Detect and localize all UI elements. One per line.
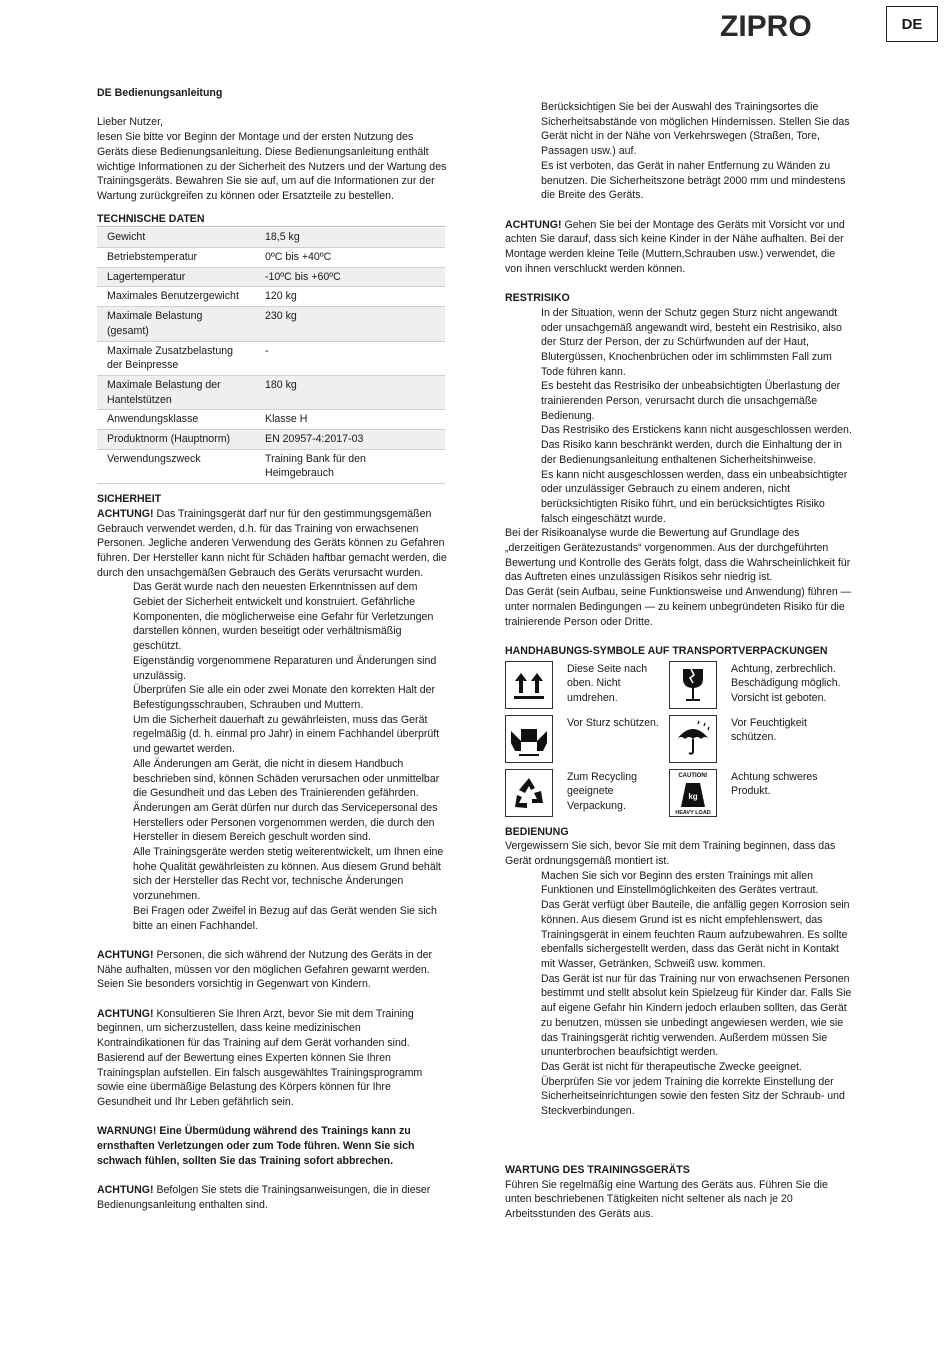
list-item: Alle Trainingsgeräte werden stetig weiterentwickelt, um Ihnen eine hohe Qualität gewährleisten zu können. Aus diesem Grund behält sich der Hersteller das Recht vor, technische Änderungen vorzunehmen. <box>133 846 444 903</box>
table-key: Produktnorm (Hauptnorm) <box>97 430 255 450</box>
list-item: Es kann nicht ausgeschlossen werden, dass ein unbeabsichtigter oder unzulässiger Gebrauch zu einem anderen, nicht berücksichtigten Risiko führt, und ein berücksichtigtes Risiko falsch eingeschätzt wurde. <box>541 468 848 525</box>
manual-title: DE Bedienungsanleitung <box>97 87 223 99</box>
risk-analysis-text: Bei der Risikoanalyse wurde die Bewertung auf Grundlage des „derzeitigen Gerätezustands“ vorgenommen. Aus der durchgeführten Bewertung und Kontrolle des Geräts folgt, dass die Wahrscheinlichkeit für das Auftreten eines unzulässigen Risikos sehr niedrig ist. <box>505 527 851 584</box>
achtung-label: ACHTUNG! <box>97 948 154 961</box>
warning-text: Befolgen Sie stets die Trainingsanweisungen, die in dieser Bedienungsanleitung enthalten sind. <box>97 1184 431 1211</box>
safety-paragraph <box>97 507 447 581</box>
risk-heading: RESTRISIKO <box>505 292 570 305</box>
zipro-logo <box>720 10 852 40</box>
symbol-item <box>505 769 669 817</box>
table-key: Maximale Belastung (gesamt) <box>97 307 255 341</box>
symbol-label: Achtung, zerbrechlich. Beschädigung möglich. Vorsicht ist geboten. <box>731 662 841 705</box>
intro-text: lesen Sie bitte vor Beginn der Montage und der ersten Nutzung des Geräts diese Bedienungsanleitung. Diese Bedienungsanleitung enthält wichtige Informationen zu der Sicherheit des Nutzers und der Wartung des Trainingsgeräts. Bewahren Sie sie auf, um auf die Informationen zur der Wartung zurückgreifen zu können oder Ersatzteile zu bestellen. <box>97 131 447 202</box>
table-value: Training Bank für den Heimgebrauch <box>265 452 366 480</box>
table-value: 18,5 kg <box>255 228 445 247</box>
table-value: Klasse H <box>265 413 308 426</box>
warning-text: Gehen Sie bei der Montage des Geräts mit Vorsicht vor und achten Sie darauf, dass sich keine Kinder in der Nähe aufhalten. Bei der Montage werden kleine Teile (Muttern,Schrauben usw.) verwendet, die von ihnen verschluckt werden können. <box>505 218 845 275</box>
table-key: Maximale Zusatzbelastung der Beinpresse <box>107 344 234 372</box>
warning-text: Konsultieren Sie Ihren Arzt, bevor Sie mit dem Training beginnen, um sicherzustellen, dass keine medizinischen Kontraindikationen für das Training auf dem Gerät vorhanden sind. Basierend auf der Bewertung eines Experten können Sie Ihren Trainingsplan aufstellen. Ein falsch ausgewähltes Trainingsprogramm sowie eine übermäßige Belastung des Körpers können für Ihre Gesundheit und Ihr Leben gefährlich sein. <box>97 1007 423 1108</box>
list-item: Das Restrisiko des Erstickens kann nicht ausgeschlossen werden. <box>541 424 852 437</box>
achtung-label: ACHTUNG! <box>505 218 562 231</box>
table-row <box>97 267 445 287</box>
list-item: Überprüfen Sie alle ein oder zwei Monate den korrekten Halt der Befestigungsschrauben, Schrauben und Muttern. <box>133 684 436 711</box>
warning-children <box>97 948 447 992</box>
operation-intro: Vergewissern Sie sich, bevor Sie mit dem Training beginnen, dass das Gerät ordnungsgemäß montiert ist. <box>505 840 836 868</box>
warning-text: Personen, die sich während der Nutzung des Geräts in der Nähe aufhalten, müssen vor den möglichen Gefahren gewarnt werden. Seien Sie besonders vorsichtig in Gegenwart von Kindern. <box>97 948 433 991</box>
table-row <box>97 430 445 450</box>
table-key: Betriebstemperatur <box>107 251 198 264</box>
heavy-load-label: HEAVY LOAD <box>675 809 711 816</box>
fragile-icon <box>669 661 717 709</box>
table-value: EN 20957-4:2017-03 <box>255 430 445 450</box>
achtung-label: ACHTUNG! <box>97 1007 154 1020</box>
symbol-item <box>669 769 855 817</box>
table-key: Maximale Belastung der Hantelstützen <box>97 375 255 409</box>
symbol-item <box>505 715 669 763</box>
table-row <box>97 341 445 375</box>
assembly-warning <box>505 218 855 277</box>
table-key: Verwendungszweck <box>107 452 201 465</box>
table-value: - <box>265 344 269 357</box>
tech-data-table <box>97 228 445 484</box>
symbol-label: Zum Recycling geeignete Verpackung. <box>567 770 638 813</box>
table-key: Maximales Benutzergewicht <box>107 290 239 303</box>
list-item: Berücksichtigen Sie bei der Auswahl des Trainingsortes die Sicherheitsabstände von möglichen Hindernissen. Stellen Sie das Gerät nicht in der Nähe von Verkehrswegen (Straßen, Tore, Passagen usw.) auf. <box>541 101 850 158</box>
heavy-caution-text: CAUTION! <box>678 772 708 779</box>
symbol-item <box>669 661 855 709</box>
table-value: 180 kg <box>255 375 445 409</box>
achtung-label: ACHTUNG! <box>97 1184 154 1197</box>
table-row <box>97 307 445 341</box>
table-value: -10ºC bis +60ºC <box>255 267 445 287</box>
table-key: Gewicht <box>97 228 255 247</box>
maintenance-text: Führen Sie regelmäßig eine Wartung des Geräts aus. Führen Sie die unten beschriebenen Tätigkeiten nicht seltener als nach je 20 Arbeitsstunden des Geräts aus. <box>505 1178 828 1220</box>
list-item: Das Gerät ist nur für das Training nur von erwachsenen Personen bestimmt und stellt absolut kein Spielzeug für Kinder dar. Falls Sie auf eigene Gefahr hin Kindern jedoch erlauben sollten, das Gerät zu benutzen, müssen sie unbedingt angewiesen werden, wie sie das Trainingsgerät richtig verwenden. Außerdem müssen Sie ununterbrochen beaufsichtigt werden. <box>541 972 852 1059</box>
warning-fatigue: WARNUNG! Eine Übermüdung während des Trainings kann zu ernsthaften Verletzungen oder zum Tode führen. Wenn Sie sich schwach fühlen, sollten Sie das Training sofort abbrechen. <box>97 1125 415 1167</box>
table-row <box>97 375 445 409</box>
table-value: 0ºC bis +40ºC <box>265 251 332 264</box>
symbol-item <box>505 661 669 709</box>
symbols-heading: HANDHABUNGS-SYMBOLE AUF TRANSPORTVERPACKUNGEN <box>505 644 828 657</box>
safety-heading: SICHERHEIT <box>97 493 162 506</box>
table-row <box>97 449 445 483</box>
symbol-label: Vor Sturz schützen. <box>567 716 659 729</box>
maintenance-heading: WARTUNG DES TRAININGSGERÄTS <box>505 1163 690 1176</box>
risk-conclusion-text: Das Gerät (sein Aufbau, seine Funktionsweise und Anwendung) führen — unter normalen Bedingungen — zu keinem unbegründeten Risiko für die trainierende Person oder Dritte. <box>505 586 852 628</box>
list-item: Eigenständig vorgenommene Reparaturen und Änderungen sind unzulässig. <box>133 654 437 682</box>
list-item: Das Risiko kann beschränkt werden, durch die Einhaltung der in der Bedienungsanleitung enthaltenen Sicherheitshinweise. <box>541 439 842 466</box>
list-item: Das Gerät verfügt über Bauteile, die anfällig gegen Korrosion sein können. Aus diesem Grund ist es nicht empfehlenswert, das Trainingsgerät in einem feuchten Raum aufzubewahren. Es sollte ebenfalls sichergestellt werden, dass das Gerät nicht in Kontakt mit Wasser, Getränken, Schweiß usw. kommen. <box>541 899 850 970</box>
table-value: 120 kg <box>265 290 297 303</box>
keep-dry-icon <box>669 715 717 763</box>
table-value: 230 kg <box>255 307 445 341</box>
table-key: Lagertemperatur <box>97 267 255 287</box>
protect-from-fall-icon <box>505 715 553 763</box>
this-side-up-icon <box>505 661 553 709</box>
achtung-label: ACHTUNG! <box>97 507 154 520</box>
svg-text:ZIPRO: ZIPRO <box>720 10 812 40</box>
table-key: Anwendungsklasse <box>107 413 199 426</box>
symbol-item <box>669 715 855 763</box>
list-item: Es ist verboten, das Gerät in naher Entfernung zu Wänden zu benutzen. Die Sicherheitszone beträgt 2000 mm und mindestens die Breite des Geräts. <box>541 159 846 202</box>
greeting: Lieber Nutzer, <box>97 116 163 129</box>
list-item: Um die Sicherheit dauerhaft zu gewährleisten, muss das Gerät regelmäßig (d. h. einmal pro Jahr) in einem Fachhandel überprüft und gewartet werden. <box>133 713 440 756</box>
symbol-label: Vor Feuchtigkeit schützen. <box>731 716 807 744</box>
heavy-kg-text: kg <box>688 791 698 801</box>
operation-heading: BEDIENUNG <box>505 825 569 838</box>
left-column <box>97 86 447 1213</box>
list-item: Es besteht das Restrisiko der unbeabsichtigten Überlastung der trainierenden Person, verursacht durch die unsachgemäße Bedienung. <box>541 380 841 422</box>
safety-text: Das Trainingsgerät darf nur für den gestimmungsgemäßen Gebrauch verwendet werden, d.h. für das Training von erwachsenen Personen. Jegliche anderen Verwendung des Geräts können zu Gefahren führen. Der Hersteller kann nicht für Schäden haftbar gemacht werden, die durch den unsachgemäßen Gebrauch des Geräts verursacht wurden. <box>97 507 447 579</box>
recycling-icon <box>505 769 553 817</box>
warning-instructions <box>97 1183 447 1212</box>
tech-data-heading: TECHNISCHE DATEN <box>97 212 205 225</box>
language-badge: DE <box>886 6 938 42</box>
warning-doctor <box>97 1007 447 1110</box>
symbol-label: Achtung schweres Produkt. <box>731 770 818 798</box>
list-item: In der Situation, wenn der Schutz gegen Sturz nicht angewandt oder unsachgemäß angewandt wird, besteht ein Restrisiko, also der Sturz der Person, der zu Schürfwunden auf der Haut, Blutergüssen, Knochenbrüchen oder im schlimmsten Fall zum Tode führen kann. <box>541 306 842 378</box>
symbols-grid <box>505 661 855 817</box>
table-row <box>97 228 445 247</box>
list-item: Machen Sie sich vor Beginn des ersten Trainings mit allen Funktionen und Einstellmöglichkeiten des Gerätes vertraut. <box>541 869 819 897</box>
list-item: Bei Fragen oder Zweifel in Bezug auf das Gerät wenden Sie sich bitte an einen Fachhandel. <box>133 904 437 932</box>
list-item: Überprüfen Sie vor jedem Training die korrekte Einstellung der Sicherheitseinrichtungen sowie den festen Sitz der Schraub- und Steckverbindungen. <box>541 1075 845 1118</box>
table-row <box>97 248 445 268</box>
symbol-label: Diese Seite nach oben. Nicht umdrehen. <box>567 662 648 705</box>
heavy-load-icon <box>669 769 717 817</box>
list-item: Alle Änderungen am Gerät, die nicht in diesem Handbuch beschrieben sind, können Schäden verursachen oder unmittelbar die Gesundheit und das Leben des Trainierenden gefährden. Änderungen am Gerät dürfen nur durch das Servicepersonal des Herstellers oder Personen vorgenommen werden, die durch den Hersteller in diesem Bereich geschult worden sind. <box>133 757 440 844</box>
list-item: Das Gerät ist nicht für therapeutische Zwecke geeignet. <box>541 1060 802 1073</box>
list-item: Das Gerät wurde nach den neuesten Erkenntnissen auf dem Gebiet der Sicherheit entwickelt und konstruiert. Gefährliche Komponenten, die möglicherweise eine Gefahr für Verletzungen darstellen können, wurden beseitigt oder verhältnismäßig geschützt. <box>133 581 434 653</box>
table-row <box>97 410 445 430</box>
table-row <box>97 287 445 307</box>
right-column <box>505 100 855 1222</box>
